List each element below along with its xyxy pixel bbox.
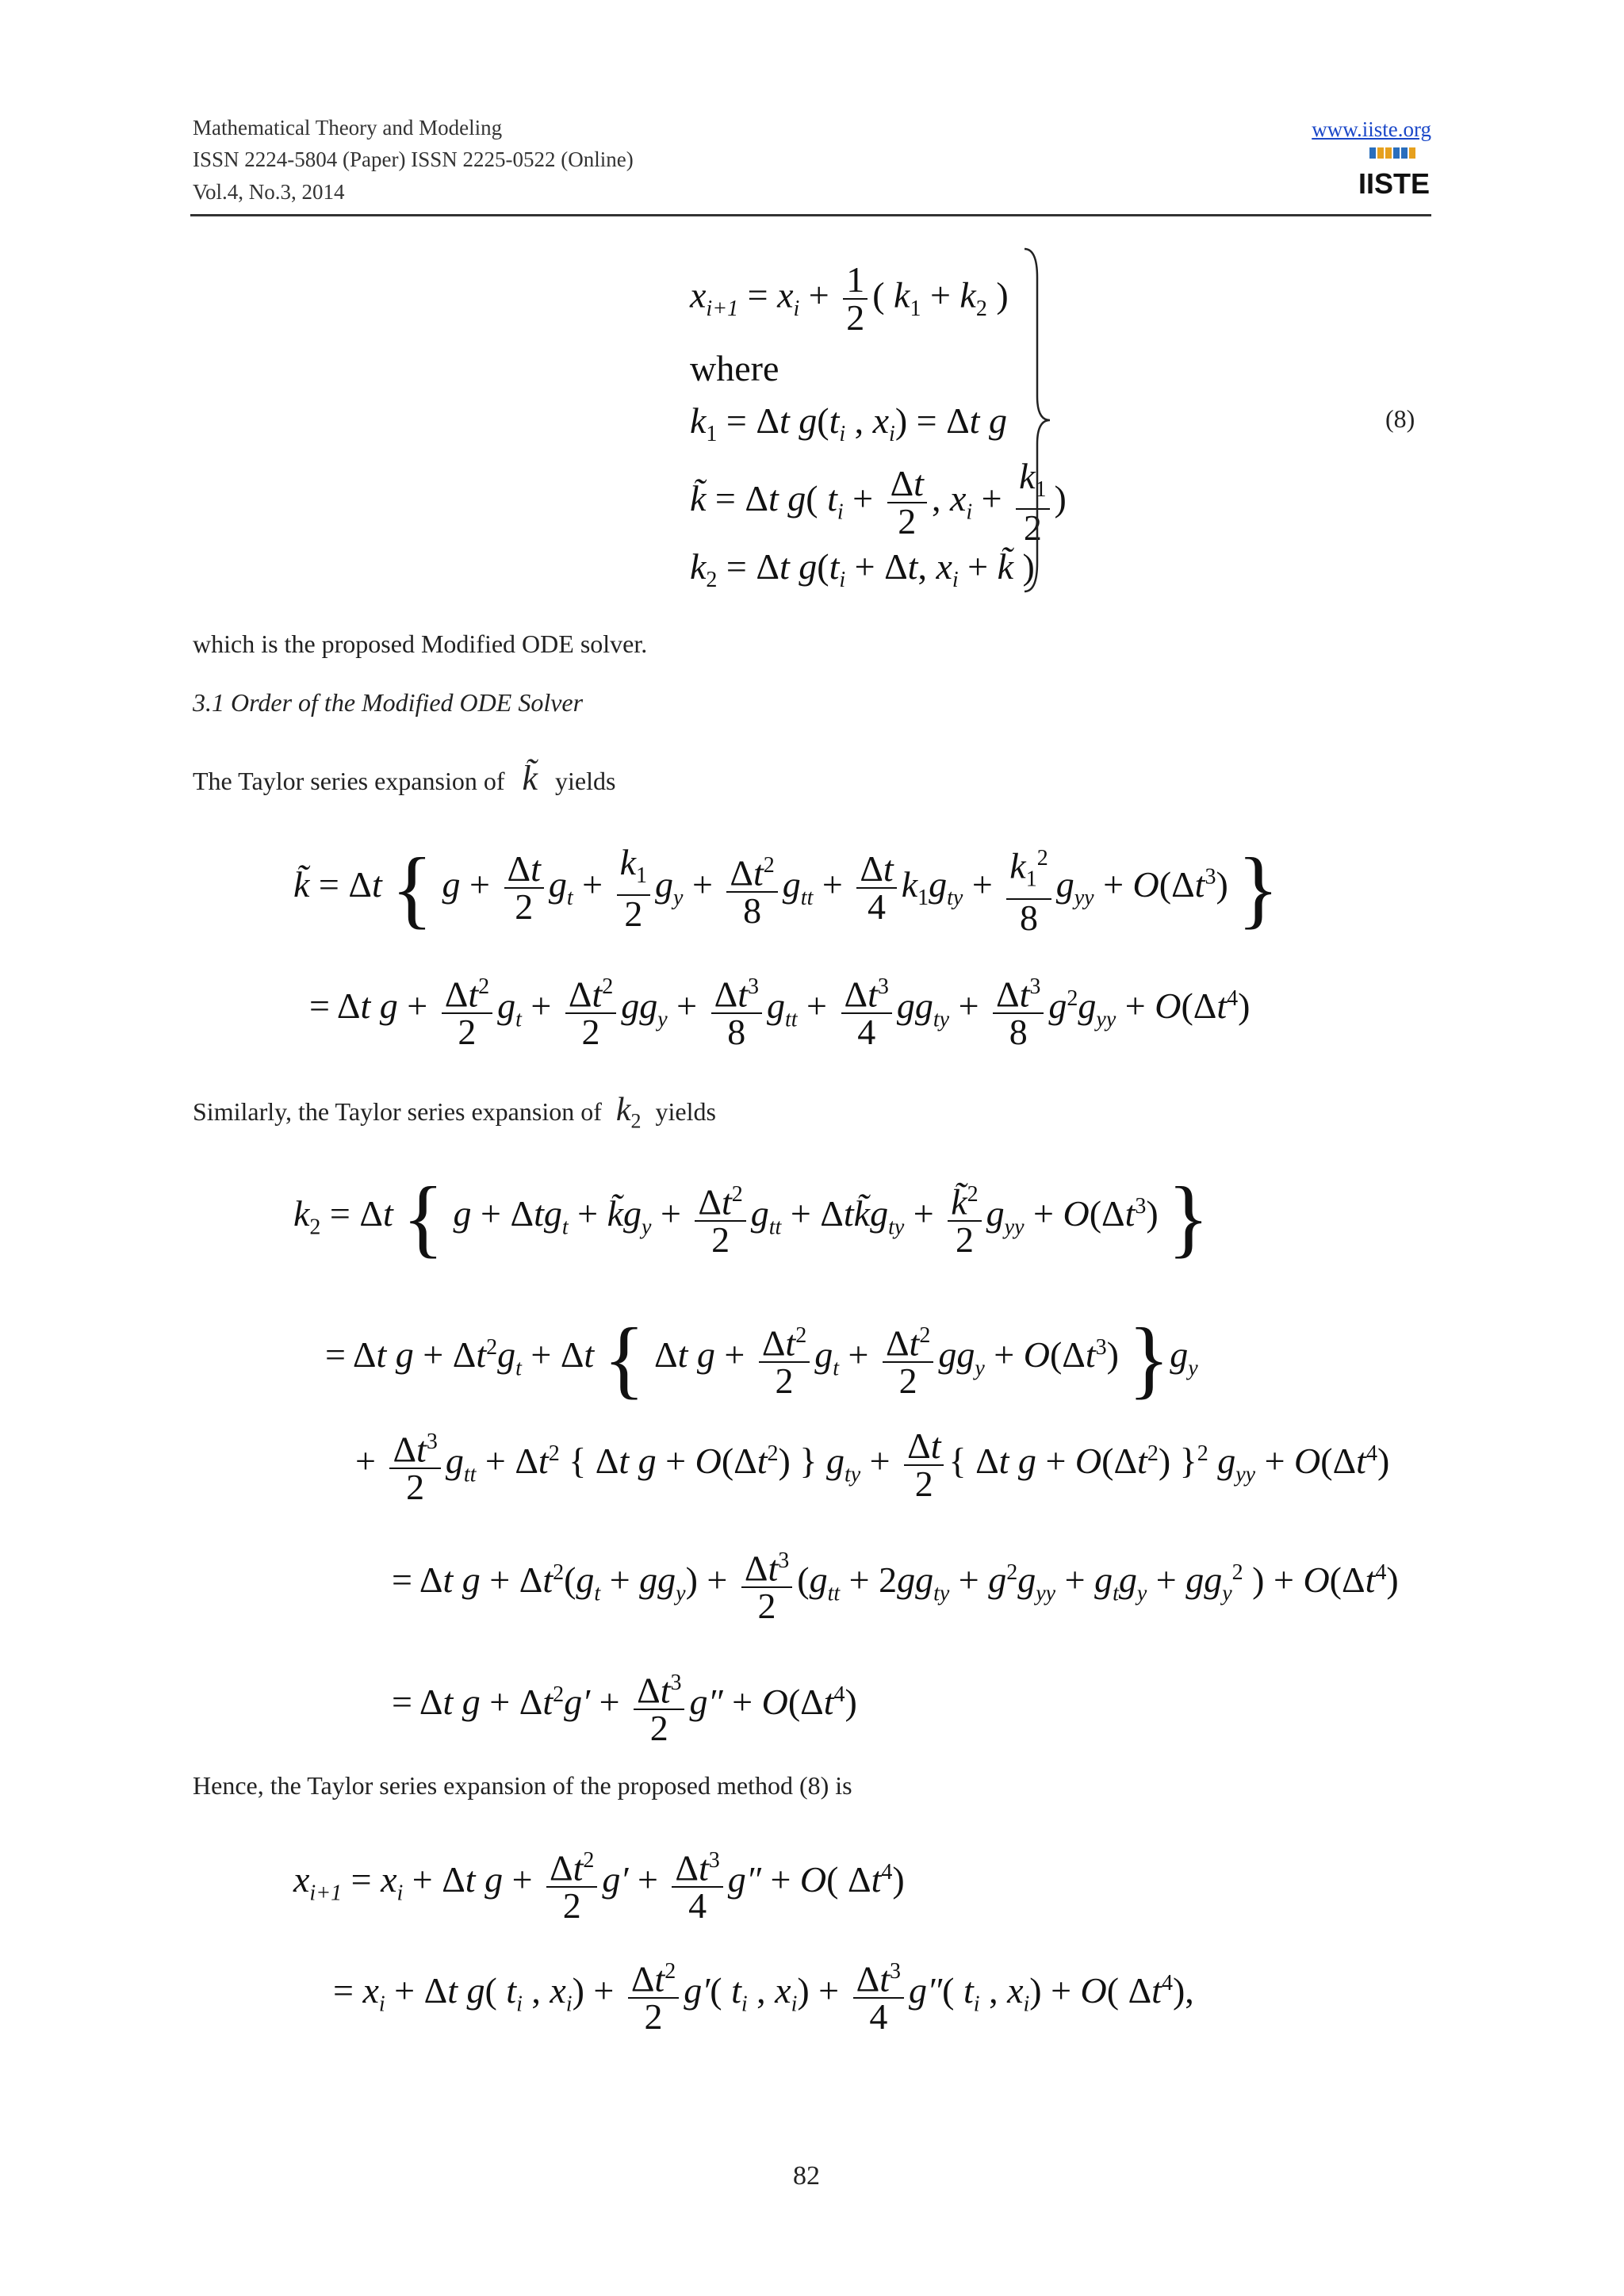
- iiste-logo: [1358, 146, 1431, 201]
- section-heading-3-1: 3.1 Order of the Modified ODE Solver: [193, 688, 584, 717]
- eq8-where: [690, 349, 779, 388]
- issn-line: ISSN 2224-5804 (Paper) ISSN 2225-0522 (Online): [193, 147, 634, 171]
- volume-line: Vol.4, No.3, 2014: [193, 180, 345, 204]
- logo-text: IISTE: [1358, 167, 1431, 200]
- taylor-k-text-before: The Taylor series expansion of: [193, 767, 505, 795]
- eq-ktilde-expansion-1: k̃ = Δt { g + $\frac{\Delta t}{2}$ $g_t$ + $\frac{k_1}{2}$ $g_y$ + $\frac{\Delta t^2}{8}$ $g_{tt}$ + $\frac{\Delta t}{4}$ $k_1g_{ty}$ + $\frac{k_1^2}{8}$ $g_{yy} + O(\Delta t^3)$ }: [293, 840, 1280, 938]
- eq-k2-expansion-1: $k_2 = \Delta t$ { $g + \Delta tg_t + k̃g_y$ + $\frac{\Delta t^2}{2}$ $g_{tt}$ + $\Delta tk̃g_{ty}$ + $\frac{k̃^2}{2}$ $g_{yy} + O(\Delta t^3)$ }: [293, 1169, 1210, 1266]
- header-rule: [190, 214, 1431, 216]
- taylor-k2-text-after: yields: [655, 1097, 716, 1126]
- paragraph-hence: Hence, the Taylor series expansion of the proposed method (8) is: [193, 1771, 852, 1800]
- k-tilde-symbol: k̃: [522, 759, 538, 798]
- taylor-k-text-after: yields: [555, 767, 616, 795]
- paragraph-taylor-k2: [193, 1092, 716, 1134]
- journal-url-link[interactable]: www.iiste.org: [1312, 117, 1431, 141]
- eq-k2-expansion-4: = Δt $g + \Delta t^2(g_t + gg_y)$ + $\frac{\Delta t^3}{2}$ ($g_{tt} + 2gg_{ty} + g^2g_{yy} + g_tg_y + gg_y^2$ ) + $O(\Delta t^4)$: [392, 1543, 1399, 1624]
- eq-k2-expansion-5: = Δt $g + \Delta t^2g'$ + $\frac{\Delta t^3}{2}$ $g'' + O(\Delta t^4)$: [392, 1665, 857, 1747]
- paragraph-proposed-solver: which is the proposed Modified ODE solver.: [193, 629, 648, 658]
- taylor-k2-text-before: Similarly, the Taylor series expansion of: [193, 1097, 602, 1126]
- eq-final-expansion-2: = $x_i + \Delta t$ g( $t_i$ , $x_i$) + $\frac{\Delta t^2}{2}$ g′( $t_i$ , $x_i$) + $\frac{\Delta t^3}{4}$ g″( $t_i$ , $x_i) + O$( $\Delta t^4$),: [333, 1954, 1194, 2035]
- eq8-line-ktilde: k̃ = Δt g( $t_i$ + $\frac{\Delta t}{2}$ , $x_i$ + $\frac{k_1}{2}$ ): [690, 456, 1067, 549]
- page-number: 82: [793, 2161, 820, 2191]
- eq-k2-expansion-2: = Δt $g + \Delta t^2g_t + \Delta t$ { Δt g + $\frac{\Delta t^2}{2}$ $g_t$ + $\frac{\Delta t^2}{2}$ $gg_y + O(\Delta t^3)$ }$g_y$: [325, 1310, 1198, 1407]
- where-label: where: [690, 348, 779, 388]
- eq-final-expansion-1: $x_{i+1} = x_i + \Delta t$ g + $\frac{\Delta t^2}{2}$ g′ + $\frac{\Delta t^3}{4}$ g″ + O( $\Delta t^4$): [293, 1843, 905, 1924]
- eq-ktilde-expansion-2: = Δt g + $\frac{\Delta t^2}{2}$ $g_t$ + $\frac{\Delta t^2}{2}$ $gg_y$ + $\frac{\Delta t^3}{8}$ $g_{tt}$ + $\frac{\Delta t^3}{4}$ $gg_{ty}$ + $\frac{\Delta t^3}{8}$ $g^2g_{yy} + O(\Delta t^4)$: [309, 969, 1250, 1050]
- journal-title: Mathematical Theory and Modeling: [193, 116, 503, 140]
- eq8-line-k1: $k_1 = \Delta t$ $g(t_i$ , $x_i) = \Delta t$ g: [690, 400, 1007, 447]
- eq8-right-brace: [1021, 246, 1053, 595]
- paragraph-taylor-k: [193, 759, 616, 798]
- eq8-line-k2: $k_2 = \Delta t$ $g(t_i + \Delta t$, $x_i$ + k̃ ): [690, 546, 1035, 593]
- equation-number-8: (8): [1385, 404, 1415, 433]
- k2-symbol: $k_2$: [615, 1092, 642, 1133]
- eq8-line1: $x_{i+1} = x_i$ + $\frac{1}{2}$ ( $k_1 + k_2$ ): [690, 259, 1009, 338]
- eq-k2-expansion-3: + $\frac{\Delta t^3}{2}$ $g_{tt} + \Delta t^2$ { Δt $g + O(\Delta t^2)$ } $g_{ty}$ + $\frac{\Delta t}{2}$ { Δt $g + O(\Delta t^2)$ }$^2$ $g_{yy} + O(\Delta t^4)$: [355, 1425, 1390, 1508]
